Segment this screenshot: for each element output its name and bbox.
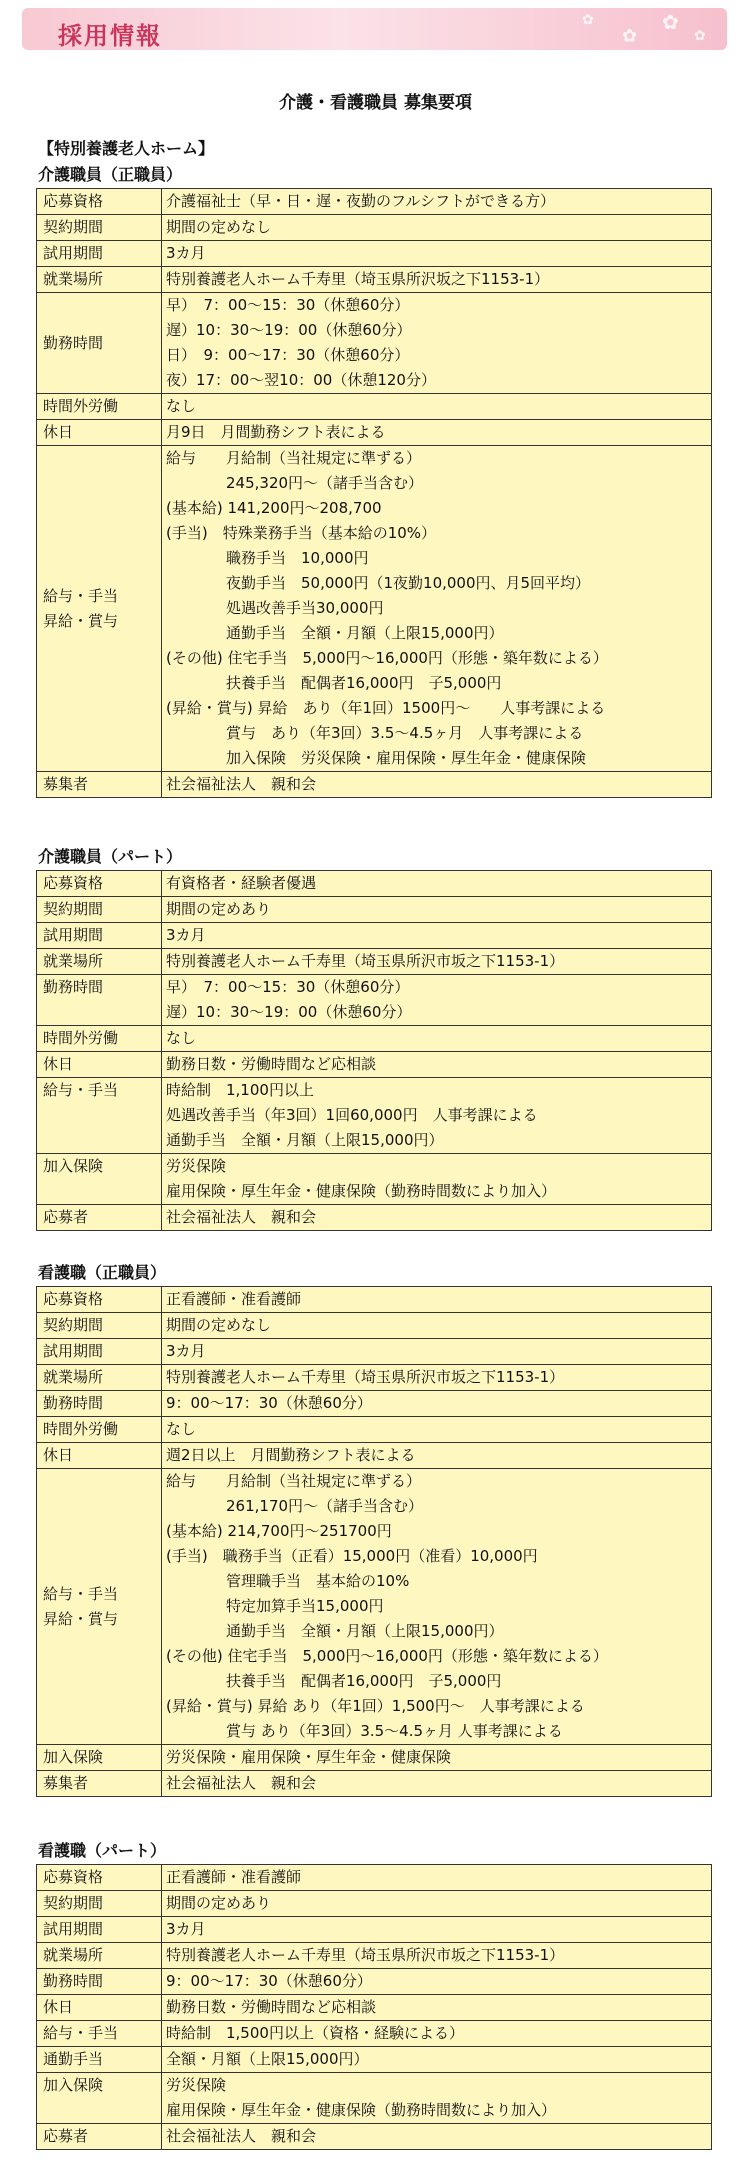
value-line: 期間の定めなし — [166, 218, 272, 236]
value-line: 労災保険・雇用保険・厚生年金・健康保険 — [166, 1748, 452, 1766]
value-line: 夜勤手当 50,000円（1夜勤10,000円、月5回平均） — [166, 574, 591, 592]
value-line: なし — [166, 1029, 197, 1047]
table-row — [37, 871, 712, 897]
row-label: 契約期間 — [37, 215, 162, 241]
row-label: 休日 — [37, 1052, 162, 1078]
table-row — [37, 394, 712, 420]
value-line: 通勤手当 全額・月額（上限15,000円） — [166, 624, 504, 642]
row-value — [162, 189, 712, 215]
row-label: 勤務時間 — [37, 1391, 162, 1417]
section-title: 看護職（正職員） — [38, 1263, 167, 1282]
row-value — [162, 267, 712, 293]
table-row — [37, 1205, 712, 1231]
value-line: (その他) 住宅手当 5,000円～16,000円（形態・築年数による） — [166, 649, 608, 667]
value-line: 勤務日数・労働時間など応相談 — [166, 1998, 377, 2016]
row-value — [162, 1365, 712, 1391]
table-row — [37, 1891, 712, 1917]
table-row — [37, 1995, 712, 2021]
row-label: 勤務時間 — [37, 975, 162, 1026]
table-row — [37, 2021, 712, 2047]
value-line: 期間の定めあり — [166, 900, 272, 918]
value-line: なし — [166, 397, 197, 415]
value-line: 職務手当 10,000円 — [166, 549, 369, 567]
section-title: 介護職員（パート） — [38, 847, 183, 866]
row-label: 給与・手当 昇給・賞与 — [37, 1469, 162, 1745]
value-line: (手当) 特殊業務手当（基本給の10%） — [166, 524, 437, 542]
value-line: 早） 7：00～15：30（休憩60分） — [166, 296, 410, 314]
value-line: 特別養護老人ホーム千寿里（埼玉県所沢市坂之下1153-1） — [166, 1368, 565, 1386]
value-line: 賞与 あり（年3回）3.5～4.5ヶ月 人事考課による — [166, 724, 584, 742]
value-line: (基本給) 141,200円～208,700 — [166, 499, 382, 517]
value-line: 特別養護老人ホーム千寿里（埼玉県所沢市坂之下1153-1） — [166, 1946, 565, 1964]
row-label: 募集者 — [37, 1771, 162, 1797]
requirements-table — [36, 1864, 712, 2150]
row-value — [162, 1745, 712, 1771]
row-value — [162, 1026, 712, 1052]
row-value — [162, 2021, 712, 2047]
row-value — [162, 1287, 712, 1313]
table-row — [37, 1052, 712, 1078]
row-label: 試用期間 — [37, 1339, 162, 1365]
row-label: 就業場所 — [37, 1365, 162, 1391]
table-row — [37, 949, 712, 975]
row-value — [162, 1771, 712, 1797]
table-row — [37, 215, 712, 241]
row-label: 試用期間 — [37, 1917, 162, 1943]
table-row — [37, 189, 712, 215]
table-row — [37, 1078, 712, 1154]
value-line: 日） 9：00～17：30（休憩60分） — [166, 346, 410, 364]
value-line: 給与 月給制（当社規定に準ずる） — [166, 449, 422, 467]
row-value — [162, 420, 712, 446]
row-label: 給与・手当 昇給・賞与 — [37, 446, 162, 772]
value-line: 261,170円～（諸手当含む） — [166, 1497, 424, 1515]
row-value — [162, 975, 712, 1026]
table-row — [37, 1469, 712, 1745]
table-row — [37, 1865, 712, 1891]
table-row — [37, 1771, 712, 1797]
row-value — [162, 1891, 712, 1917]
row-value — [162, 772, 712, 798]
value-line: 管理職手当 基本給の10% — [166, 1572, 410, 1590]
row-value — [162, 241, 712, 267]
table-row — [37, 2124, 712, 2150]
value-line: (昇給・賞与) 昇給 あり（年1回）1500円～ 人事考課による — [166, 699, 606, 717]
value-line: (その他) 住宅手当 5,000円～16,000円（形態・築年数による） — [166, 1647, 608, 1665]
row-label: 時間外労働 — [37, 1026, 162, 1052]
row-value — [162, 1339, 712, 1365]
table-row — [37, 241, 712, 267]
table-row — [37, 923, 712, 949]
row-value — [162, 1078, 712, 1154]
section-title: 看護職（パート） — [38, 1841, 167, 1860]
value-line: 加入保険 労災保険・雇用保険・厚生年金・健康保険 — [166, 749, 587, 767]
facility-heading: 【特別養護老人ホーム】 — [38, 139, 215, 158]
row-value — [162, 2047, 712, 2073]
flower-icon: ✿ — [622, 26, 638, 47]
value-line: 3カ月 — [166, 244, 206, 262]
value-line: (手当) 職務手当（正看）15,000円（准看）10,000円 — [166, 1547, 538, 1565]
row-label: 応募資格 — [37, 189, 162, 215]
value-line: 遅）10：30～19：00（休憩60分） — [166, 321, 412, 339]
table-row — [37, 2073, 712, 2124]
row-label: 応募資格 — [37, 1287, 162, 1313]
value-line: 雇用保険・厚生年金・健康保険（勤務時間数により加入） — [166, 1182, 557, 1200]
document-title: 介護・看護職員 募集要項 — [279, 93, 472, 113]
row-value — [162, 1417, 712, 1443]
row-label: 休日 — [37, 1995, 162, 2021]
row-label: 休日 — [37, 1443, 162, 1469]
value-line: 特別養護老人ホーム千寿里（埼玉県所沢市坂之下1153-1） — [166, 952, 565, 970]
value-line: 通勤手当 全額・月額（上限15,000円） — [166, 1131, 444, 1149]
row-label: 給与・手当 — [37, 2021, 162, 2047]
value-line: 社会福祉法人 親和会 — [166, 2127, 317, 2145]
row-label: 就業場所 — [37, 267, 162, 293]
row-label: 応募者 — [37, 1205, 162, 1231]
table-row — [37, 1313, 712, 1339]
table-row — [37, 1391, 712, 1417]
value-line: 245,320円～（諸手当含む） — [166, 474, 424, 492]
row-label: 就業場所 — [37, 1943, 162, 1969]
value-line: 正看護師・准看護師 — [166, 1868, 302, 1886]
table-row — [37, 1365, 712, 1391]
row-label: 加入保険 — [37, 1154, 162, 1205]
value-line: 扶養手当 配偶者16,000円 子5,000円 — [166, 1672, 502, 1690]
row-label: 試用期間 — [37, 241, 162, 267]
row-label: 加入保険 — [37, 1745, 162, 1771]
value-line: 期間の定めなし — [166, 1316, 272, 1334]
value-line: 社会福祉法人 親和会 — [166, 1774, 317, 1792]
row-value — [162, 897, 712, 923]
table-row — [37, 1287, 712, 1313]
row-label: 契約期間 — [37, 897, 162, 923]
table-row — [37, 1745, 712, 1771]
requirements-table — [36, 1286, 712, 1797]
requirements-table — [36, 188, 712, 798]
row-label: 時間外労働 — [37, 394, 162, 420]
value-line: 9：00～17：30（休憩60分） — [166, 1972, 372, 1990]
value-line: 給与 月給制（当社規定に準ずる） — [166, 1472, 422, 1490]
value-line: なし — [166, 1420, 197, 1438]
row-value — [162, 923, 712, 949]
row-value — [162, 1205, 712, 1231]
row-value — [162, 1313, 712, 1339]
row-label: 勤務時間 — [37, 293, 162, 394]
row-value — [162, 293, 712, 394]
row-label: 応募資格 — [37, 1865, 162, 1891]
row-value — [162, 1995, 712, 2021]
table-row — [37, 267, 712, 293]
row-label: 応募者 — [37, 2124, 162, 2150]
row-value — [162, 1052, 712, 1078]
value-line: 社会福祉法人 親和会 — [166, 1208, 317, 1226]
value-line: (基本給) 214,700円～251700円 — [166, 1522, 392, 1540]
table-row — [37, 1943, 712, 1969]
row-value — [162, 2073, 712, 2124]
value-line: 夜）17：00～翌10：00（休憩120分） — [166, 371, 436, 389]
row-value — [162, 1391, 712, 1417]
value-line: 週2日以上 月間勤務シフト表による — [166, 1446, 416, 1464]
value-line: 賞与 あり（年3回）3.5～4.5ヶ月 人事考課による — [166, 1722, 563, 1740]
row-value — [162, 394, 712, 420]
value-line: 時給制 1,100円以上 — [166, 1081, 314, 1099]
table-row — [37, 975, 712, 1026]
row-label: 契約期間 — [37, 1313, 162, 1339]
table-row — [37, 1026, 712, 1052]
table-row — [37, 1339, 712, 1365]
value-line: 3カ月 — [166, 1342, 206, 1360]
table-row — [37, 2047, 712, 2073]
value-line: 特定加算手当15,000円 — [166, 1597, 384, 1615]
value-line: 早） 7：00～15：30（休憩60分） — [166, 978, 410, 996]
value-line: 処遇改善手当30,000円 — [166, 599, 384, 617]
value-line: 特別養護老人ホーム千寿里（埼玉県所沢坂之下1153-1） — [166, 270, 550, 288]
row-label: 応募資格 — [37, 871, 162, 897]
row-value — [162, 1469, 712, 1745]
table-row — [37, 1969, 712, 1995]
table-row — [37, 1417, 712, 1443]
flower-icon: ✿ — [694, 28, 706, 44]
value-line: (昇給・賞与) 昇給 あり（年1回）1,500円～ 人事考課による — [166, 1697, 585, 1715]
value-line: 雇用保険・厚生年金・健康保険（勤務時間数により加入） — [166, 2101, 557, 2119]
row-value — [162, 1917, 712, 1943]
row-label: 募集者 — [37, 772, 162, 798]
requirements-table — [36, 870, 712, 1231]
row-value — [162, 1943, 712, 1969]
page-header-banner — [22, 8, 727, 50]
value-line: 有資格者・経験者優遇 — [166, 874, 317, 892]
row-value — [162, 1154, 712, 1205]
value-line: 時給制 1,500円以上（資格・経験による） — [166, 2024, 464, 2042]
row-value — [162, 949, 712, 975]
table-row — [37, 772, 712, 798]
value-line: 遅）10：30～19：00（休憩60分） — [166, 1003, 412, 1021]
value-line: 全額・月額（上限15,000円） — [166, 2050, 369, 2068]
page-header-title: 採用情報 — [58, 22, 162, 50]
value-line: 扶養手当 配偶者16,000円 子5,000円 — [166, 674, 502, 692]
row-value — [162, 871, 712, 897]
value-line: 月9日 月間勤務シフト表による — [166, 423, 386, 441]
flower-icon: ✿ — [582, 12, 594, 28]
row-label: 勤務時間 — [37, 1969, 162, 1995]
row-label: 加入保険 — [37, 2073, 162, 2124]
value-line: 9：00～17：30（休憩60分） — [166, 1394, 372, 1412]
row-label: 休日 — [37, 420, 162, 446]
flower-icon: ✿ — [662, 10, 679, 34]
row-label: 就業場所 — [37, 949, 162, 975]
table-row — [37, 446, 712, 772]
row-label: 時間外労働 — [37, 1417, 162, 1443]
row-label: 通勤手当 — [37, 2047, 162, 2073]
row-label: 給与・手当 — [37, 1078, 162, 1154]
value-line: 労災保険 — [166, 1157, 227, 1175]
value-line: 社会福祉法人 親和会 — [166, 775, 317, 793]
value-line: 期間の定めあり — [166, 1894, 272, 1912]
value-line: 介護福祉士（早・日・遅・夜勤のフルシフトができる方） — [166, 192, 556, 210]
row-label: 試用期間 — [37, 923, 162, 949]
row-value — [162, 215, 712, 241]
table-row — [37, 293, 712, 394]
table-row — [37, 420, 712, 446]
row-value — [162, 1443, 712, 1469]
value-line: 処遇改善手当（年3回）1回60,000円 人事考課による — [166, 1106, 538, 1124]
value-line: 勤務日数・労働時間など応相談 — [166, 1055, 377, 1073]
table-row — [37, 1154, 712, 1205]
row-value — [162, 446, 712, 772]
table-row — [37, 1443, 712, 1469]
row-value — [162, 1969, 712, 1995]
table-row — [37, 1917, 712, 1943]
row-value — [162, 1865, 712, 1891]
value-line: 3カ月 — [166, 1920, 206, 1938]
row-label: 契約期間 — [37, 1891, 162, 1917]
section-title: 介護職員（正職員） — [38, 165, 183, 184]
value-line: 労災保険 — [166, 2076, 227, 2094]
value-line: 通勤手当 全額・月額（上限15,000円） — [166, 1622, 504, 1640]
value-line: 正看護師・准看護師 — [166, 1290, 302, 1308]
row-value — [162, 2124, 712, 2150]
value-line: 3カ月 — [166, 926, 206, 944]
table-row — [37, 897, 712, 923]
